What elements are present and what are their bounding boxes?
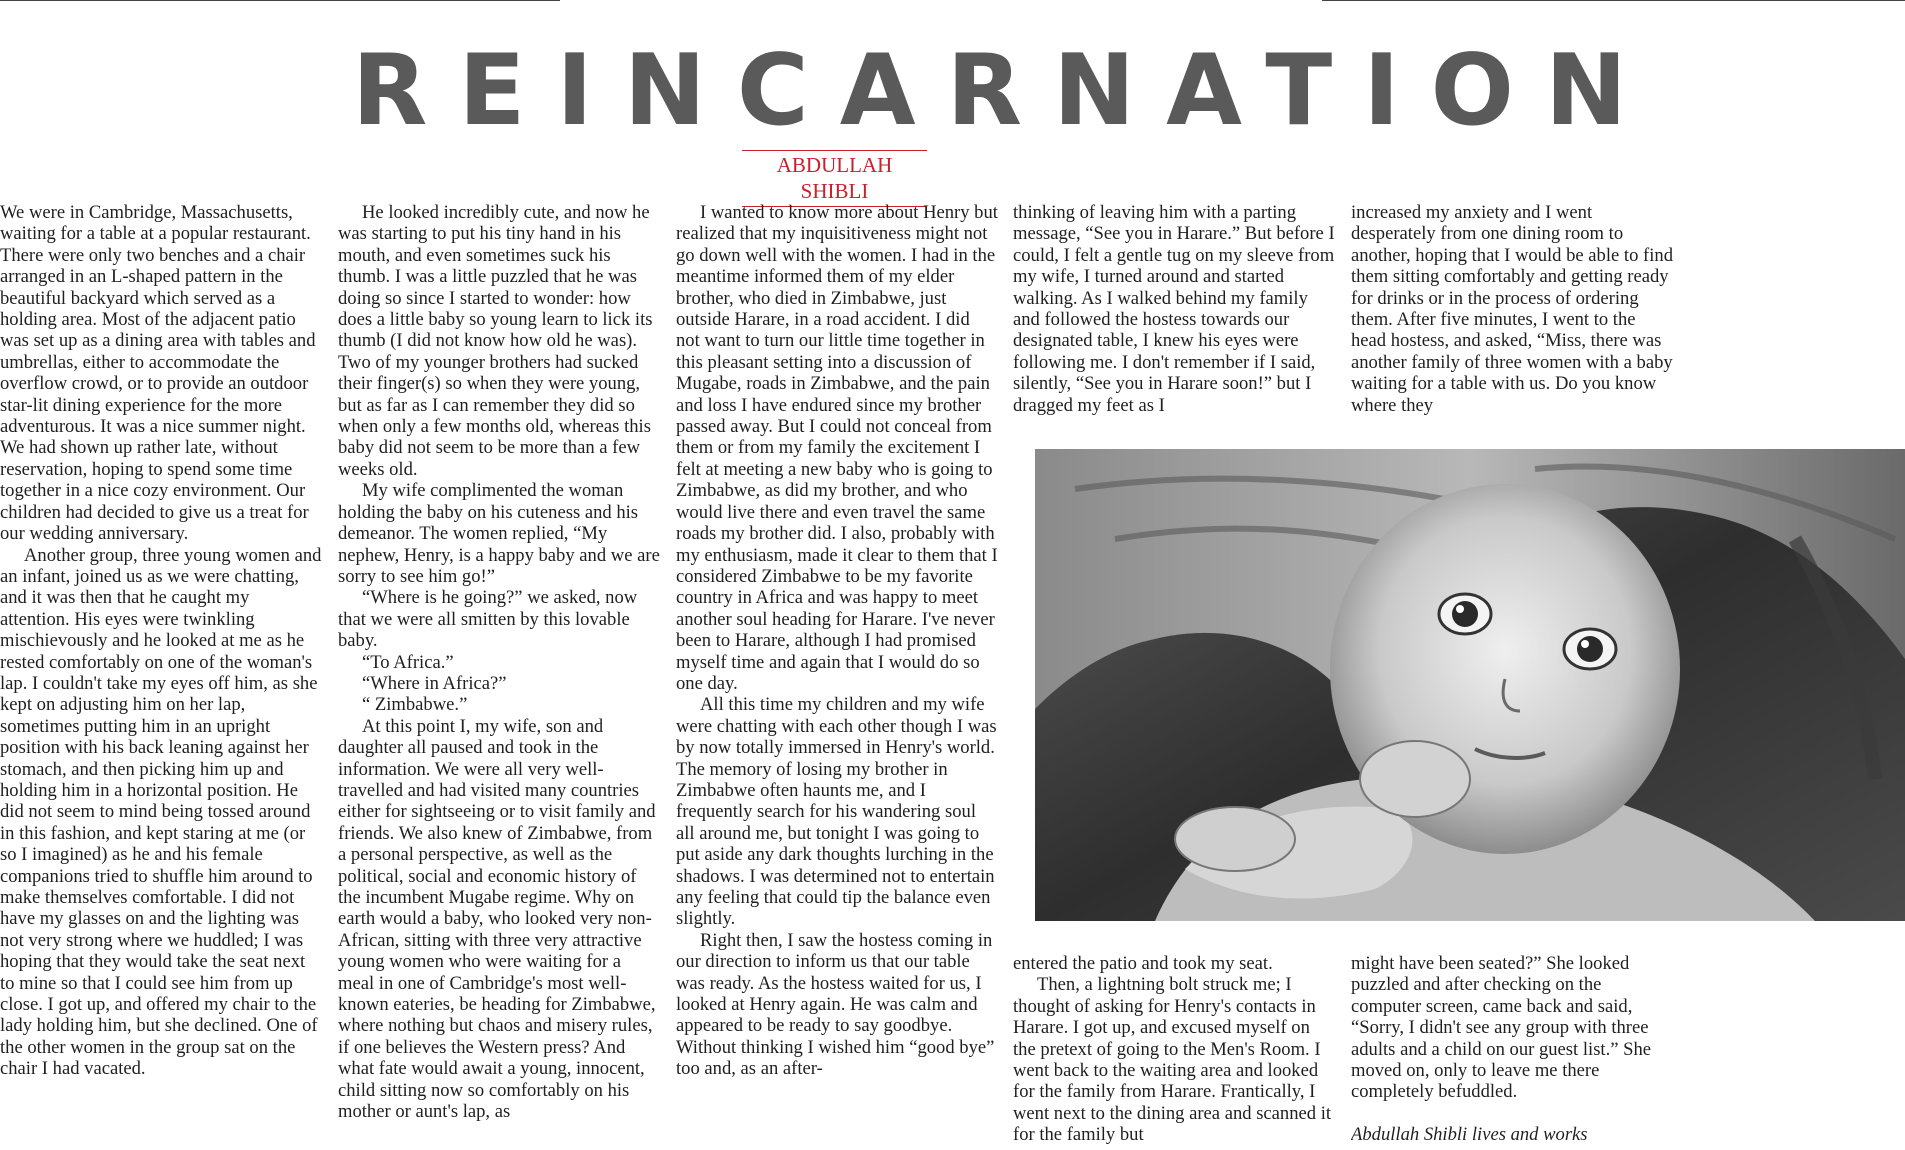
paragraph: My wife complimented the woman holding the baby on his cuteness and his demeanor. The women replied, “My nephew, Henry, is a happy baby and we are sorry to see him go!” (338, 480, 660, 587)
column-5-bottom (1351, 953, 1673, 1150)
column-1 (0, 202, 322, 1150)
paragraph: All this time my children and my wife were chatting with each other though I was by now totally immersed in Henry's world. The memory of losing my brother in Zimbabwe often haunts me, and I frequently search for his wandering soul all around me, but tonight I was going to put aside any dark thoughts lurching in the shadows. I was determined not to entertain any feeling that could tip the balance even slightly. (676, 694, 997, 930)
paragraph: increased my anxiety and I went desperately from one dining room to another, hoping that I would be able to find them sitting comfortably and getting ready for drinks or in the process of ordering them. After five minutes, I went to the head hostess, and asked, “Miss, there was another family of three women with a baby waiting for a table with us. Do you know where they (1351, 202, 1673, 416)
paragraph: “Where is he going?” we asked, now that we were all smitten by this lovable baby. (338, 587, 638, 652)
paragraph: “ Zimbabwe.” (362, 694, 468, 716)
paragraph: At this point I, my wife, son and daughter all paused and took in the information. We were all very well-travelled and had visited many countries either for sightseeing or to visit family and friends. We also knew of Zimbabwe, from a personal perspective, as well as the political, social and economic history of the incumbent Mugabe regime. Why on earth would a baby, who looked very non-African, sitting with three very attractive young women who were waiting for a meal in one of Cambridge's most well-known eateries, be heading for Zimbabwe, where nothing but chaos and misery rules, if one believes the Western press? And what fate would await a young, innocent, child sitting now so comfortably on his mother or aunt's lap, as (338, 715, 656, 1123)
author-bio: Abdullah Shibli lives and works (1351, 1123, 1588, 1145)
column-4-top (1013, 202, 1335, 417)
paragraph: “Where in Africa?” (362, 672, 507, 694)
author-byline: ABDULLAH SHIBLI (742, 150, 927, 207)
column-4-bottom (1013, 953, 1335, 1150)
top-rule-left (0, 0, 560, 1)
paragraph: might have been seated?” She looked puzzled and after checking on the computer screen, came back and said, “Sorry, I didn't see any group with three adults and a child on our guest list.” She moved on, only to leave me there completely befuddled. (1351, 953, 1652, 1103)
paragraph: I wanted to know more about Henry but realized that my inquisitiveness might not go down well with the women. I had in the meantime informed them of my elder brother, who died in Zimbabwe, just outside Harare, in a road accident. I did not want to turn our little time together in this pleasant setting into a discussion of Mugabe, roads in Zimbabwe, and the pain and loss I have endured since my brother passed away. But I could not conceal from them or from my family the excitement I felt at meeting a new baby who is going to Zimbabwe, as did my brother, and who would live there and even travel the same roads my brother did. I also, probably with my enthusiasm, made it clear to them that I considered Zimbabwe to be my favorite country in Africa and was happy to meet another soul heading for Harare. I've never been to Harare, although I had promised myself time and again that I would do so one day. (676, 202, 998, 694)
column-5-top (1351, 202, 1673, 417)
paragraph: “To Africa.” (362, 651, 454, 673)
paragraph: He looked incredibly cute, and now he was starting to put his tiny hand in his mouth, and even sometimes suck his thumb. I was a little puzzled that he was doing so since I started to wonder: how does a little baby so young learn to lick its thumb (I did not know how old he was). Two of my younger brothers had sucked their finger(s) so when they were young, but as far as I can remember they did so when only a few months old, whereas this baby did not seem to be more than a few weeks old. (338, 202, 653, 480)
column-2 (338, 202, 660, 1150)
paragraph: Right then, I saw the hostess coming in our direction to inform us that our table was ready. As the hostess waited for us, I looked at Henry again. He was calm and appeared to be ready to say goodbye. Without thinking I wished him “good bye” too and, as an after- (676, 929, 995, 1080)
baby-illustration-icon (1035, 449, 1905, 921)
paragraph: Then, a lightning bolt struck me; I thought of asking for Henry's contacts in Harare. I got up, and excused myself on the pretext of going to the Men's Room. I went back to the waiting area and looked for the family from Harare. Frantically, I went next to the dining area and scanned it for the family but (1013, 974, 1332, 1146)
baby-illustration (1035, 449, 1905, 921)
paragraph: thinking of leaving him with a parting message, “See you in Harare.” But before I could, I felt a gentle tug on my sleeve from my wife, I turned around and started walking. As I walked behind my family and followed the hostess towards our designated table, I knew his eyes were following me. I don't remember if I said, silently, “See you in Harare soon!” but I dragged my feet as I (1013, 202, 1335, 416)
top-rule-right (1322, 0, 1905, 1)
paragraph: Another group, three young women and an infant, joined us as we were chatting, and it was then that he caught my attention. His eyes were twinkling mischievously and he looked at me as he rested comfortably on one of the woman's lap. I couldn't take my eyes off him, as she kept on adjusting him on her lap, sometimes putting him in an upright position with his back leaning against her stomach, and then picking him up and holding him in a horizontal position. He did not seem to mind being tossed around in this fashion, and kept staring at me (or so I imagined) as he and his female companions tried to shuffle him around to make themselves comfortable. I did not have my glasses on and the lighting was not very strong where we huddled; I was hoping that they would take the seat next to mine so that I could see him from up close. I got up, and offered my chair to the lady holding him, but she declined. One of the other women in the group sat on the chair I had vacated. (0, 544, 322, 1080)
paragraph: We were in Cambridge, Massachusetts, waiting for a table at a popular restaurant. There were only two benches and a chair arranged in an L-shaped pattern in the beautiful backyard which served as a holding area. Most of the adjacent patio was set up as a dining area with tables and umbrellas, either to accommodate the overflow crowd, or to provide an outdoor star-lit dining experience for the more adventurous. It was a nice summer night. We had shown up rather late, without reservation, hoping to spend some time together in a nice cozy environment. Our children had decided to give us a treat for our wedding anniversary. (0, 202, 316, 545)
article-title: REINCARNATION (351, 34, 1658, 148)
column-3 (676, 202, 998, 1150)
paragraph: entered the patio and took my seat. (1013, 953, 1273, 974)
